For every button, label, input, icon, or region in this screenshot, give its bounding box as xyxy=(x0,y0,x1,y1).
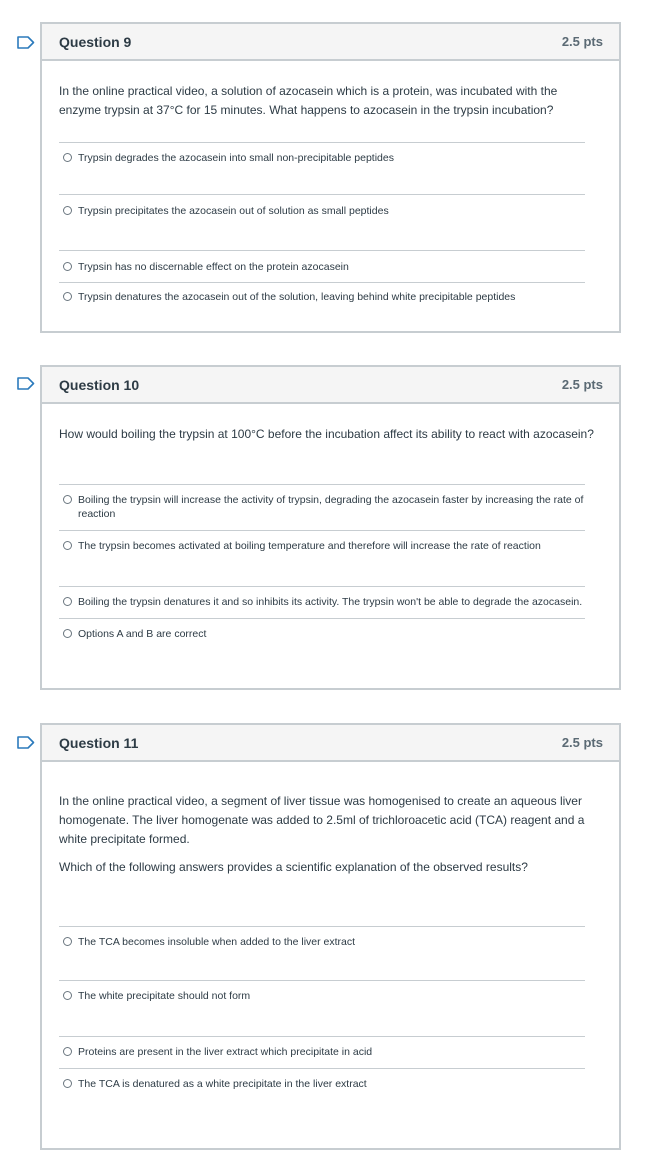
radio-button[interactable] xyxy=(63,991,72,1000)
bookmark-flag-icon[interactable] xyxy=(17,377,35,390)
bookmark-flag-icon[interactable] xyxy=(17,736,35,749)
question-card xyxy=(40,365,621,690)
answer-option[interactable] xyxy=(59,142,585,165)
radio-button[interactable] xyxy=(63,937,72,946)
question-text: In the online practical video, a segment of liver tissue was homogenised to create an aqueous liver homogenate. The liver homogenate was added to 2.5ml of trichloroacetic acid (TCA) reagent and a white precipitate formed. xyxy=(59,794,585,846)
question-header xyxy=(42,24,619,61)
question-title: Question 11 xyxy=(59,734,139,751)
question-header xyxy=(42,725,619,762)
radio-button[interactable] xyxy=(63,292,72,301)
radio-button[interactable] xyxy=(63,153,72,162)
answer-option[interactable] xyxy=(59,926,585,949)
answer-option[interactable] xyxy=(59,1068,585,1091)
answer-label: Trypsin degrades the azocasein into small non-precipitable peptides xyxy=(78,152,394,164)
question-title: Question 9 xyxy=(59,33,132,50)
question-card xyxy=(40,22,621,333)
question-points: 2.5 pts xyxy=(561,735,603,750)
answer-label: Trypsin denatures the azocasein out of the solution, leaving behind white precipitable peptides xyxy=(78,291,516,303)
question-header xyxy=(42,367,619,404)
question-points: 2.5 pts xyxy=(561,34,603,49)
question-body xyxy=(42,404,619,640)
answer-option[interactable] xyxy=(59,194,585,218)
question-title: Question 10 xyxy=(59,376,140,393)
radio-button[interactable] xyxy=(63,1047,72,1056)
radio-button[interactable] xyxy=(63,629,72,638)
answer-option[interactable] xyxy=(59,250,585,274)
answer-label: Boiling the trypsin denatures it and so inhibits its activity. The trypsin won't be able to degrade the azocasein. xyxy=(78,596,583,608)
radio-button[interactable] xyxy=(63,206,72,215)
answer-label: Trypsin has no discernable effect on the protein azocasein xyxy=(78,261,349,273)
bookmark-flag-icon[interactable] xyxy=(17,36,35,49)
answer-option[interactable] xyxy=(59,484,585,521)
question-text: Which of the following answers provides a scientific explanation of the observed results? xyxy=(59,860,528,874)
answer-option[interactable] xyxy=(59,282,585,304)
answer-option[interactable] xyxy=(59,618,585,641)
radio-button[interactable] xyxy=(63,495,72,504)
radio-button[interactable] xyxy=(63,1079,72,1088)
radio-button[interactable] xyxy=(63,597,72,606)
answer-option[interactable] xyxy=(59,586,585,609)
question-text: In the online practical video, a solution of azocasein which is a protein, was incubated with the enzyme trypsin at 37°C for 15 minutes. What happens to azocasein in the trypsin incubation? xyxy=(59,84,558,117)
answer-label: Boiling the trypsin will increase the activity of trypsin, degrading the azocasein faster by increasing the rate of reaction xyxy=(78,494,584,520)
radio-button[interactable] xyxy=(63,262,72,271)
answer-label: Options A and B are correct xyxy=(78,628,207,640)
answer-label: The trypsin becomes activated at boiling temperature and therefore will increase the rate of reaction xyxy=(78,540,541,552)
answer-label: Trypsin precipitates the azocasein out of solution as small peptides xyxy=(78,205,389,217)
question-text: How would boiling the trypsin at 100°C before the incubation affect its ability to react with azocasein? xyxy=(59,427,594,441)
answer-label: The TCA becomes insoluble when added to the liver extract xyxy=(78,936,356,948)
answer-option[interactable] xyxy=(59,530,585,553)
question-body xyxy=(42,762,619,1090)
answer-option[interactable] xyxy=(59,980,585,1003)
question-card xyxy=(40,723,621,1150)
answer-label: The white precipitate should not form xyxy=(78,990,251,1002)
radio-button[interactable] xyxy=(63,541,72,550)
question-body xyxy=(42,61,619,303)
answer-option[interactable] xyxy=(59,1036,585,1059)
answer-label: Proteins are present in the liver extract which precipitate in acid xyxy=(78,1046,373,1058)
answer-label: The TCA is denatured as a white precipitate in the liver extract xyxy=(78,1078,367,1090)
question-points: 2.5 pts xyxy=(561,377,603,392)
